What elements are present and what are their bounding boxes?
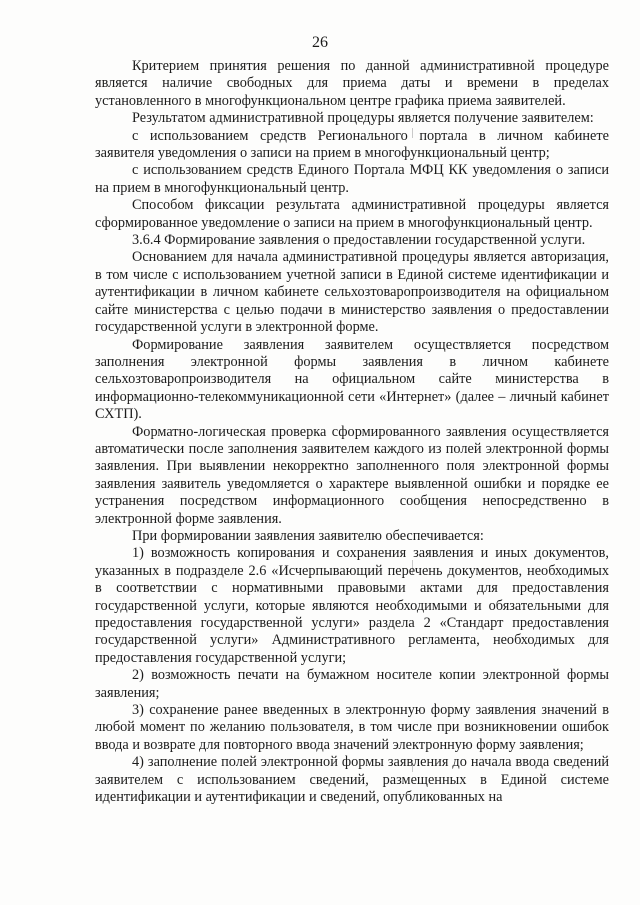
paragraph-result-fixation: Способом фиксации результата административной процедуры является сформированное уведомление о записи на прием в многофункциональный центр.	[95, 197, 609, 231]
paragraph-result-regional-portal: с использованием средств Регионального портала в личном кабинете заявителя уведомления о записи на прием в многофункциональный центр;	[95, 127, 609, 162]
list-item-4: 4) заполнение полей электронной формы заявления до начала ввода сведений заявителем с использованием сведений, размещенных в Единой системе идентификации и аутентификации и сведений, опубликованных на	[95, 754, 609, 806]
paragraph-format-check: Форматно-логическая проверка сформированного заявления осуществляется автоматически после заполнения заявителем каждого из полей электронной формы заявления. При выявлении некорректно заполненного поля электронной формы заявления заявитель уведомляется о характере выявленной ошибки и порядке ее устранения посредством информационного сообщения непосредственно в электронной форме заявления.	[95, 423, 609, 527]
list-item-1: 1) возможность копирования и сохранения заявления и иных документов, указанных в подразделе 2.6 «Исчерпывающий перечень документов, необходимых в соответствии с нормативными правовыми актами для предоставления государственной услуги, которые являются необходимыми и обязательными для предоставления государственной услуги» раздела 2 «Стандарт предоставления государственной услуги» Административного регламента, необходимых для предоставления государственной услуги;	[95, 545, 609, 666]
section-heading-3-6-4: 3.6.4 Формирование заявления о предоставлении государственной услуги.	[132, 232, 586, 249]
page-number: 26	[312, 34, 328, 51]
paragraph-result-intro: Результатом административной процедуры является получение заявителем:	[132, 110, 594, 127]
document-body	[95, 58, 609, 806]
paragraph-basis: Основанием для начала административной процедуры является авторизация, в том числе с использованием учетной записи в Единой системе идентификации и аутентификации в личном кабинете сельхозтоваропроизводителя на официальном сайте министерства с целью подачи в министерство заявления о предоставлении государственной услуги в электронной форме.	[95, 249, 609, 336]
list-item-2: 2) возможность печати на бумажном носителе копии электронной формы заявления;	[95, 667, 609, 701]
paragraph-form-filling: Формирование заявления заявителем осуществляется посредством заполнения электронной формы заявления в личном кабинете сельхозтоваропроизводителя на официальном сайте министерства в информационно-телекоммуникационной сети «Интернет» (далее – личный кабинет СХТП).	[95, 336, 609, 423]
paragraph-provided-intro: При формировании заявления заявителю обеспечивается:	[132, 527, 484, 544]
paragraph-decision-criterion: Критерием принятия решения по данной административной процедуре является наличие свободных для приема даты и времени в пределах установленного в многофункциональном центре графика приема заявителей.	[95, 58, 609, 109]
paragraph-result-mfc-portal: с использованием средств Единого Портала МФЦ КК уведомления о записи на прием в многофункциональный центр.	[95, 162, 609, 196]
list-item-3: 3) сохранение ранее введенных в электронную форму заявления значений в любой момент по желанию пользователя, в том числе при возникновении ошибок ввода и возврате для повторного ввода значений электронную форму заявления;	[95, 702, 609, 753]
